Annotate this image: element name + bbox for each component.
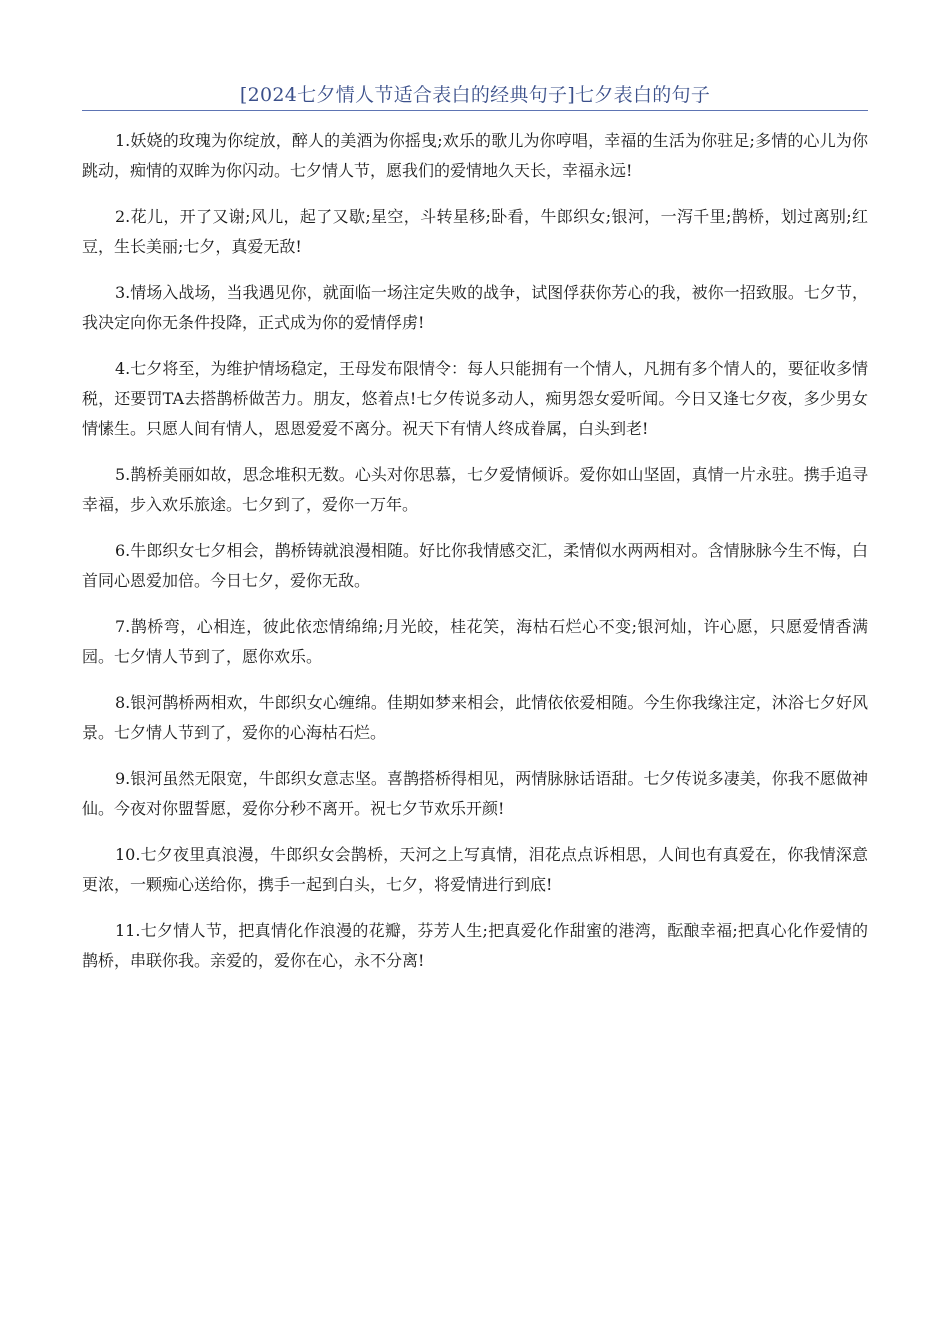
document-title: [2024七夕情人节适合表白的经典句子]七夕表白的句子 [239, 84, 711, 106]
paragraph-10: 10.七夕夜里真浪漫，牛郎织女会鹊桥，天河之上写真情，泪花点点诉相思，人间也有真爱在，你我情深意更浓，一颗痴心送给你，携手一起到白头，七夕，将爱情进行到底! [82, 845, 868, 894]
paragraph-5: 5.鹊桥美丽如故，思念堆积无数。心头对你思慕，七夕爱情倾诉。爱你如山坚固，真情一片永驻。携手追寻幸福，步入欢乐旅途。七夕到了，爱你一万年。 [82, 465, 868, 514]
paragraph-6: 6.牛郎织女七夕相会，鹊桥铸就浪漫相随。好比你我情感交汇，柔情似水两两相对。含情脉脉今生不悔，白首同心恩爱加倍。今日七夕，爱你无敌。 [82, 541, 868, 590]
paragraph-9: 9.银河虽然无限宽，牛郎织女意志坚。喜鹊搭桥得相见，两情脉脉话语甜。七夕传说多凄美，你我不愿做神仙。今夜对你盟誓愿，爱你分秒不离开。祝七夕节欢乐开颜! [82, 769, 868, 818]
paragraph-7: 7.鹊桥弯，心相连，彼此依恋情绵绵;月光皎，桂花笑，海枯石烂心不变;银河灿，许心愿，只愿爱情香满园。七夕情人节到了，愿你欢乐。 [82, 617, 868, 666]
paragraph-1: 1.妖娆的玫瑰为你绽放，醉人的美酒为你摇曳;欢乐的歌儿为你哼唱，幸福的生活为你驻足;多情的心儿为你跳动，痴情的双眸为你闪动。七夕情人节，愿我们的爱情地久天长，幸福永远! [82, 131, 868, 180]
document-page [82, 0, 868, 992]
paragraph-3: 3.情场入战场，当我遇见你，就面临一场注定失败的战争，试图俘获你芳心的我，被你一招致服。七夕节，我决定向你无条件投降，正式成为你的爱情俘虏! [82, 283, 868, 332]
title-underline-divider [82, 110, 868, 111]
paragraph-11: 11.七夕情人节，把真情化作浪漫的花瓣，芬芳人生;把真爱化作甜蜜的港湾，酝酿幸福;把真心化作爱情的鹊桥，串联你我。亲爱的，爱你在心，永不分离! [82, 921, 868, 970]
paragraph-2: 2.花儿，开了又谢;风儿，起了又歇;星空，斗转星移;卧看，牛郎织女;银河，一泻千里;鹊桥，划过离别;红豆，生长美丽;七夕，真爱无敌! [82, 207, 868, 256]
paragraph-4: 4.七夕将至，为维护情场稳定，王母发布限情令：每人只能拥有一个情人，凡拥有多个情人的，要征收多情税，还要罚TA去搭鹊桥做苦力。朋友，悠着点!七夕传说多动人，痴男怨女爱听闻。今日又逢七夕夜，多少男女情愫生。只愿人间有情人，恩恩爱爱不离分。祝天下有情人终成眷属，白头到老! [82, 359, 868, 438]
paragraph-8: 8.银河鹊桥两相欢，牛郎织女心缠绵。佳期如梦来相会，此情依依爱相随。今生你我缘注定，沐浴七夕好风景。七夕情人节到了，爱你的心海枯石烂。 [82, 693, 868, 742]
paragraph-list [82, 126, 868, 976]
